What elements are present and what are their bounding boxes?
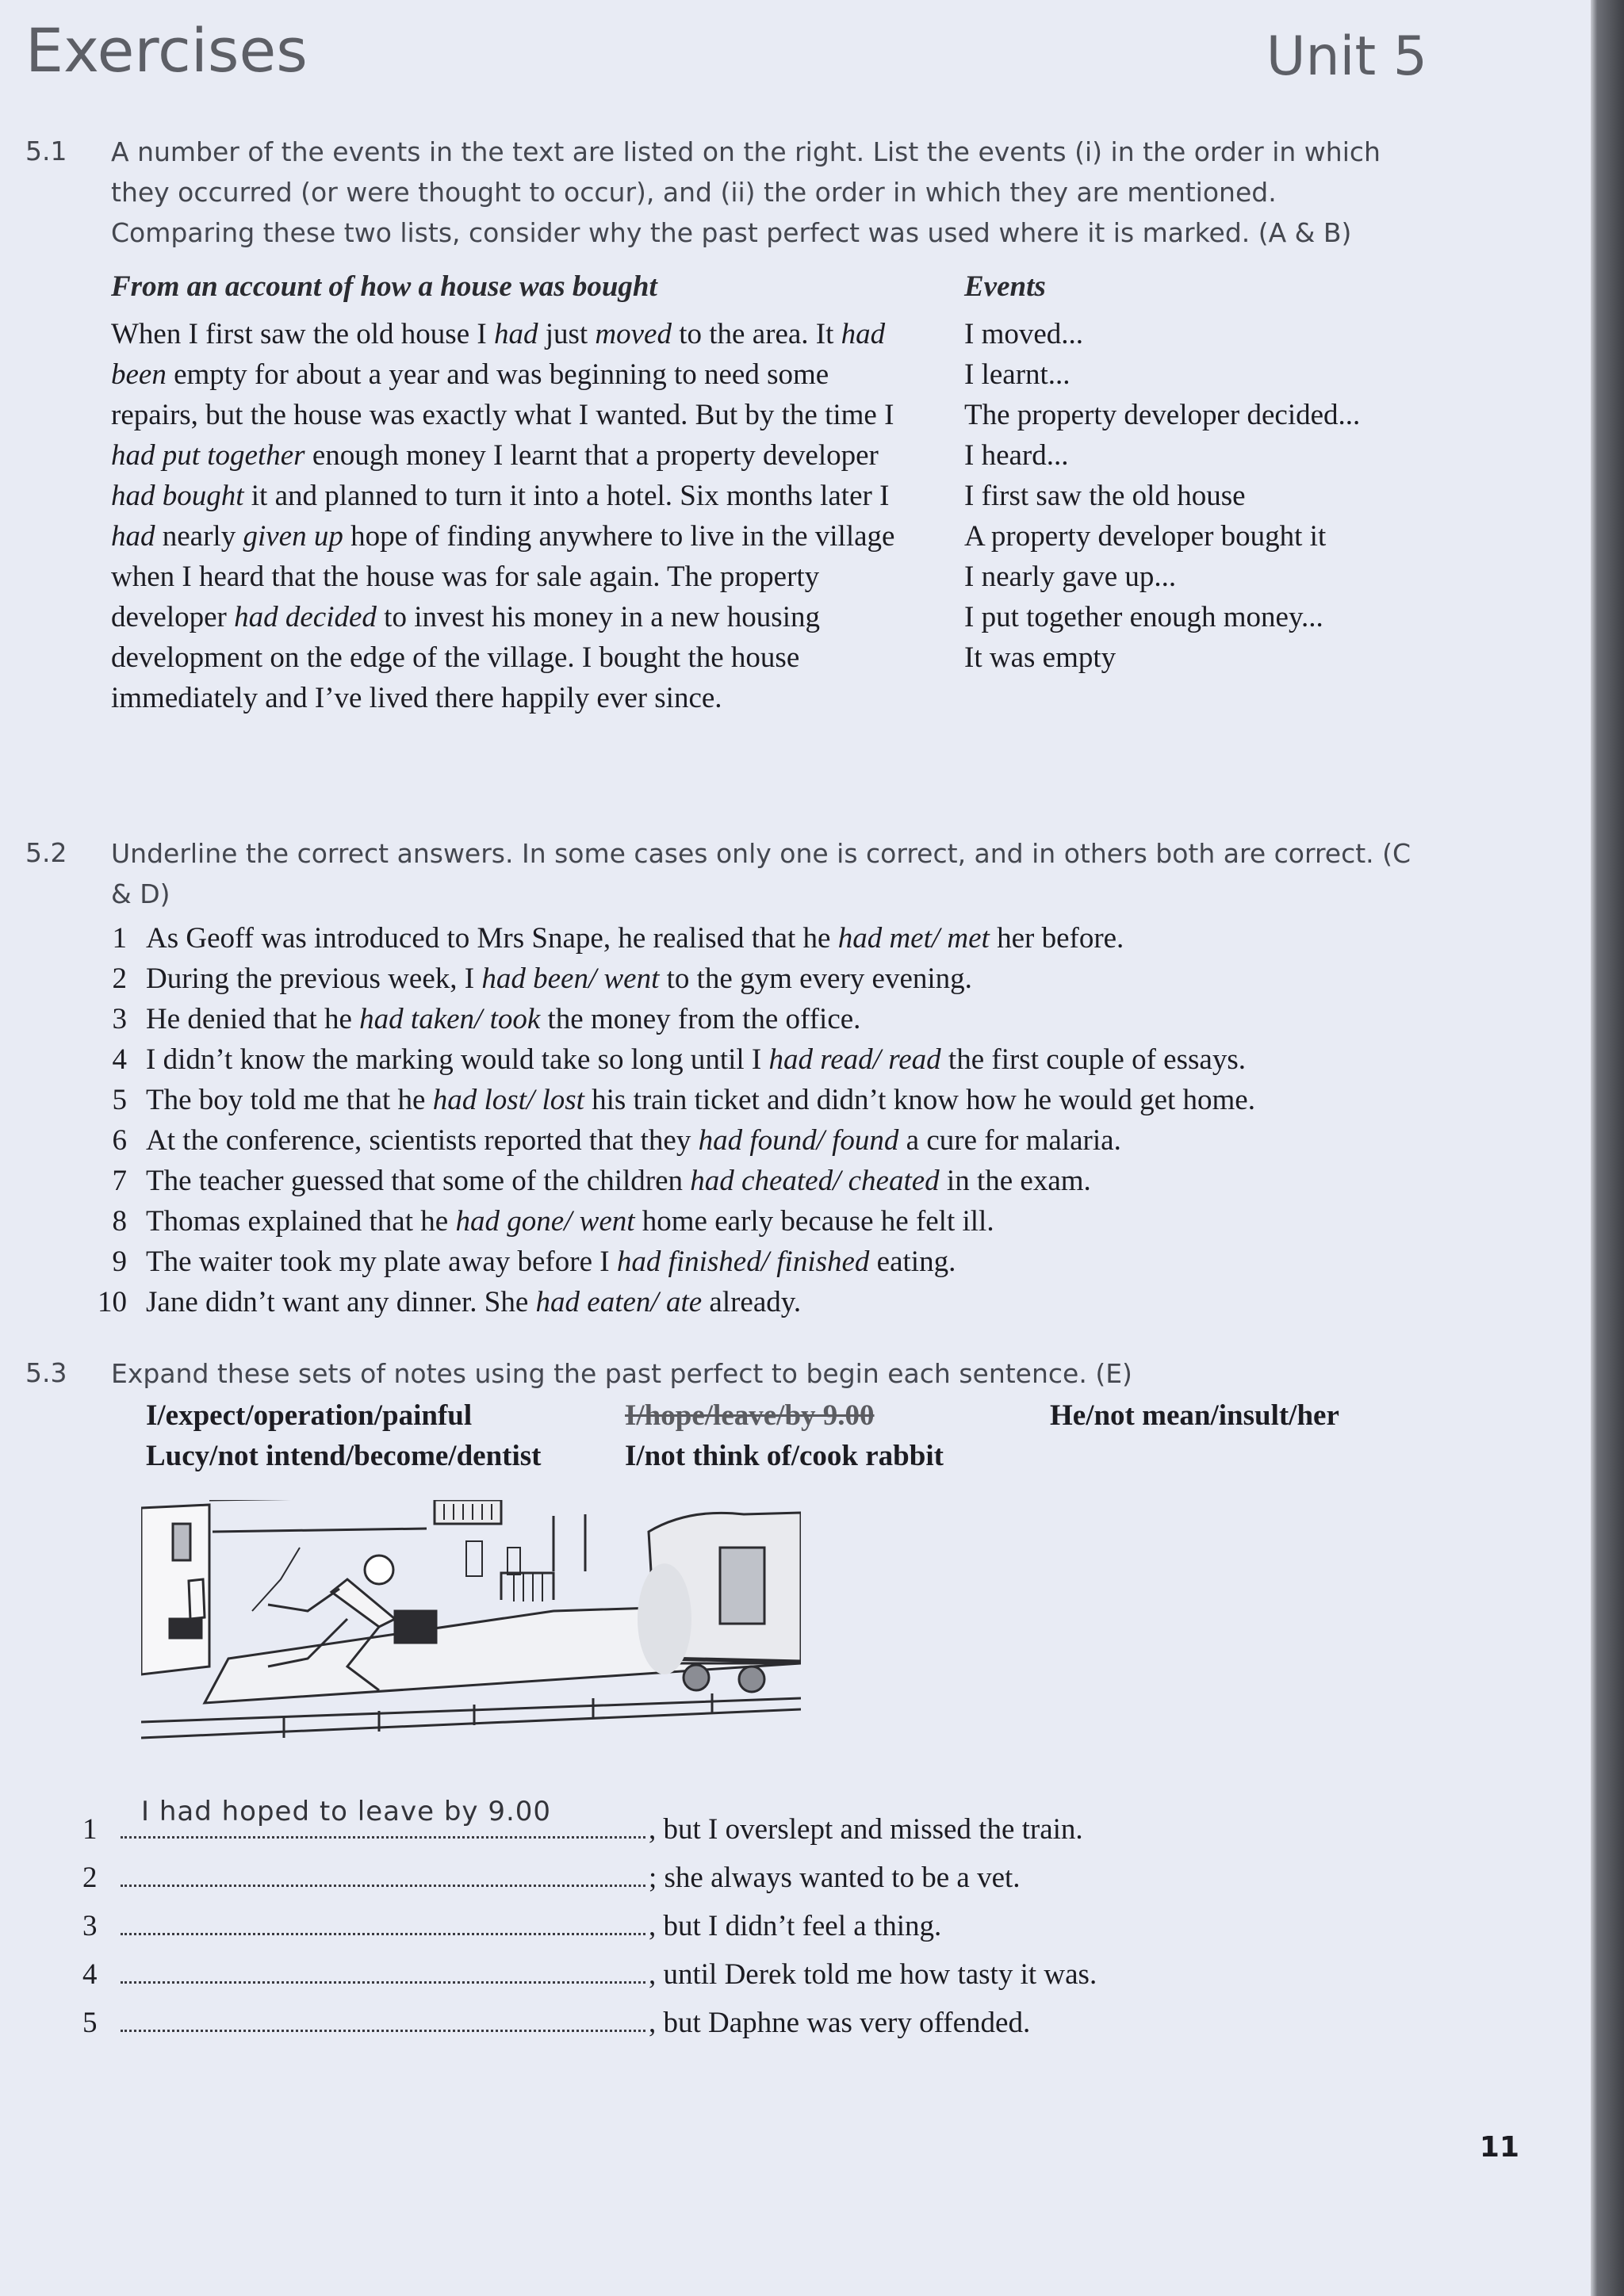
- question-number: 4: [112, 1043, 127, 1076]
- question-number: 6: [112, 1124, 127, 1157]
- answer-lines: [82, 1796, 1097, 2046]
- question-number: 10: [98, 1286, 127, 1318]
- question-number: 8: [112, 1205, 127, 1238]
- question-item: 3 He denied that he had taken/ took the money from the office.: [82, 999, 1255, 1039]
- exercise-number-5-1: 5.1: [25, 136, 67, 166]
- answer-number: 5: [82, 2007, 98, 2039]
- question-item: 8 Thomas explained that he had gone/ went home early because he felt ill.: [82, 1201, 1255, 1242]
- sentence-ending: , but Daphne was very offended.: [649, 2007, 1031, 2039]
- answer-options[interactable]: had gone/ went: [455, 1205, 635, 1238]
- sentence-ending: , until Derek told me how tasty it was.: [649, 1958, 1097, 1991]
- answer-blank[interactable]: [121, 1950, 645, 1984]
- answer-options[interactable]: had eaten/ ate: [535, 1286, 703, 1318]
- question-number: 3: [112, 1003, 127, 1035]
- answer-blank[interactable]: [121, 1901, 645, 1935]
- question-list: [82, 918, 1255, 1322]
- answer-options[interactable]: had lost/ lost: [432, 1084, 584, 1116]
- answer-line: [82, 1901, 1097, 1950]
- event-item: I moved...: [964, 318, 1084, 350]
- question-item: 9 The waiter took my plate away before I had finished/ finished eating.: [82, 1242, 1255, 1282]
- question-item: 6 At the conference, scientists reported that they had found/ found a cure for malaria.: [82, 1120, 1255, 1161]
- events-list: [964, 314, 1360, 678]
- event-item: I nearly gave up...: [964, 561, 1177, 593]
- sentence-ending: ; she always wanted to be a vet.: [649, 1862, 1021, 1894]
- event-item: I heard...: [964, 439, 1069, 472]
- answer-options[interactable]: had cheated/ cheated: [690, 1165, 940, 1197]
- question-number: 1: [112, 922, 127, 955]
- question-item: 2 During the previous week, I had been/ went to the gym every evening.: [82, 959, 1255, 999]
- note-item: I/expect/operation/painful: [146, 1399, 473, 1432]
- answer-options[interactable]: had finished/ finished: [616, 1246, 870, 1278]
- sentence-ending: , but I didn’t feel a thing.: [649, 1910, 942, 1942]
- exercise-number-5-3: 5.3: [25, 1357, 67, 1388]
- event-item: I first saw the old house: [964, 480, 1246, 512]
- question-item: 7 The teacher guessed that some of the children had cheated/ cheated in the exam.: [82, 1161, 1255, 1201]
- answer-blank-filled[interactable]: [121, 1796, 645, 1839]
- answer-options[interactable]: had found/ found: [698, 1124, 899, 1157]
- note-item-used: I/hope/leave/by 9.00: [625, 1399, 875, 1432]
- note-item: Lucy/not intend/become/dentist: [146, 1440, 542, 1472]
- events-heading: Events: [964, 270, 1046, 303]
- note-item: I/not think of/cook rabbit: [625, 1440, 944, 1472]
- answer-line: [82, 1853, 1097, 1901]
- question-item: 1 As Geoff was introduced to Mrs Snape, he realised that he had met/ met her before.: [82, 918, 1255, 959]
- question-item: 10 Jane didn’t want any dinner. She had eaten/ ate already.: [82, 1282, 1255, 1322]
- page-edge-shadow: [1591, 0, 1624, 2296]
- exercise-number-5-2: 5.2: [25, 837, 67, 868]
- unit-label: Unit 5: [1266, 25, 1427, 88]
- exercise-instruction-5-3: Expand these sets of notes using the past perfect to begin each sentence. (E): [111, 1358, 1132, 1389]
- handwritten-answer: I had hoped to leave by 9.00: [141, 1796, 552, 1827]
- event-item: A property developer bought it: [964, 520, 1327, 553]
- passage-heading: From an account of how a house was bought: [111, 270, 657, 303]
- question-number: 2: [112, 962, 127, 995]
- answer-blank[interactable]: [121, 1998, 645, 2032]
- answer-line: [82, 1796, 1097, 1853]
- answer-options[interactable]: had met/ met: [837, 922, 990, 955]
- note-item: He/not mean/insult/her: [1050, 1399, 1339, 1432]
- page-title: Exercises: [25, 15, 308, 86]
- page-number: 11: [1479, 2131, 1519, 2164]
- event-item: I put together enough money...: [964, 601, 1323, 633]
- question-number: 7: [112, 1165, 127, 1197]
- answer-blank[interactable]: [121, 1853, 645, 1887]
- event-item: The property developer decided...: [964, 399, 1361, 431]
- answer-number: 4: [82, 1958, 98, 1991]
- exercise-instruction-5-2: Underline the correct answers. In some cases only one is correct, and in others both are correct. (C & D): [111, 838, 1411, 909]
- answer-line: [82, 1950, 1097, 1998]
- answer-options[interactable]: had been/ went: [481, 962, 660, 995]
- answer-options[interactable]: had read/ read: [768, 1043, 941, 1076]
- answer-number: 1: [82, 1813, 98, 1846]
- question-item: 4 I didn’t know the marking would take so long until I had read/ read the first couple of essays.: [82, 1039, 1255, 1080]
- passage-text: When I first saw the old house I had just moved to the area. It had been empty for about a year and was beginning to need some repairs, but the house was exactly what I wanted. But by the time I had put together enough money I learnt that a property developer had bought it and planned to turn it into a hotel. Six months later I had nearly given up hope of finding anywhere to live in the village when I heard that the house was for sale again. The property developer had decided to invest his money in a new housing development on the edge of the village. I bought the house immediately and I’ve lived there happily ever since.: [111, 318, 895, 714]
- exercise-instruction-5-1: A number of the events in the text are listed on the right. List the events (i) in the order in which they occurred (or were thought to occur), and (ii) the order in which they are mentioned. Comparing these two lists, consider why the past perfect was used where it is marked. (A & B): [111, 136, 1381, 248]
- event-item: It was empty: [964, 641, 1116, 674]
- event-item: I learnt...: [964, 358, 1071, 391]
- answer-options[interactable]: had taken/ took: [359, 1003, 541, 1035]
- answer-number: 2: [82, 1862, 98, 1894]
- answer-number: 3: [82, 1910, 98, 1942]
- question-number: 5: [112, 1084, 127, 1116]
- question-number: 9: [112, 1246, 127, 1278]
- sentence-ending: , but I overslept and missed the train.: [649, 1813, 1083, 1846]
- train-station-illustration: [141, 1500, 801, 1760]
- answer-line: [82, 1998, 1097, 2046]
- question-item: 5 The boy told me that he had lost/ lost his train ticket and didn’t know how he would get home.: [82, 1080, 1255, 1120]
